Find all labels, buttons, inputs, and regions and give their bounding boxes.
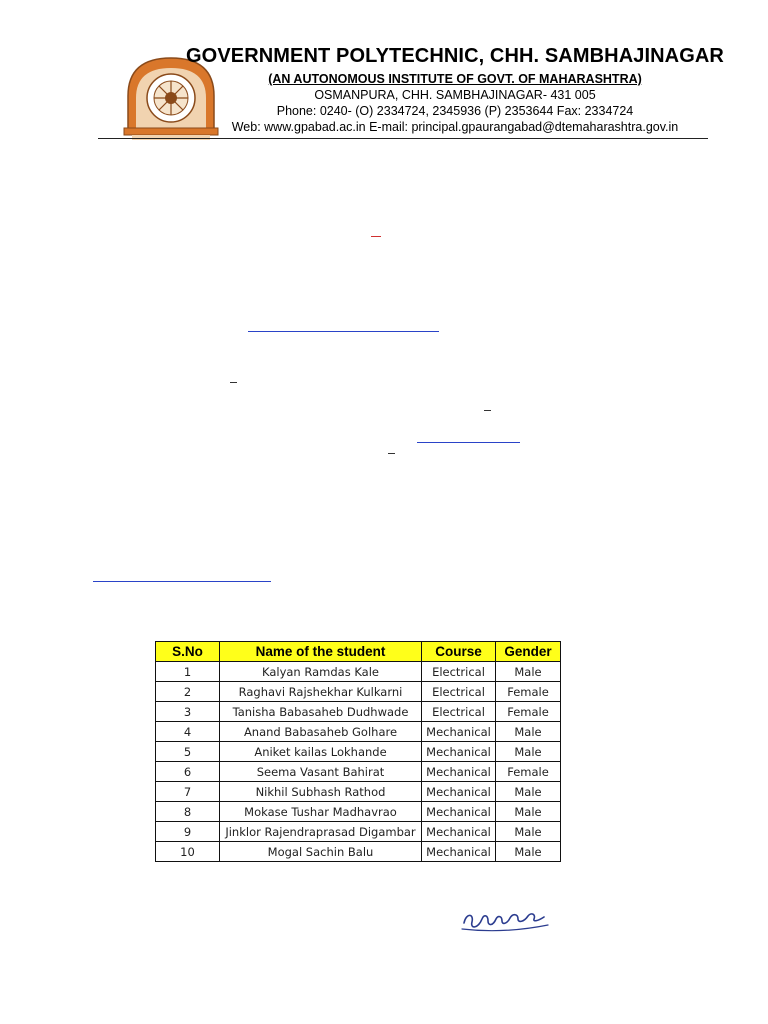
course-cell: Mechanical (422, 722, 496, 742)
link-underline[interactable] (417, 442, 520, 443)
sno-cell: 2 (156, 682, 220, 702)
sno-cell: 8 (156, 802, 220, 822)
sno-cell: 1 (156, 662, 220, 682)
table-row (156, 722, 561, 742)
autonomous-subtitle: (AN AUTONOMOUS INSTITUTE OF GOVT. OF MAHARASHTRA) (268, 72, 642, 86)
course-cell: Mechanical (422, 842, 496, 862)
student-name-cell: Jinklor Rajendraprasad Digambar (220, 822, 422, 842)
gender-cell: Male (496, 782, 561, 802)
link-underline[interactable] (248, 331, 439, 332)
signature-icon (458, 905, 554, 935)
gender-cell: Male (496, 722, 561, 742)
student-name-cell: Kalyan Ramdas Kale (220, 662, 422, 682)
gender-cell: Male (496, 802, 561, 822)
table-row (156, 762, 561, 782)
course-cell: Mechanical (422, 742, 496, 762)
course-cell: Mechanical (422, 802, 496, 822)
sno-cell: 7 (156, 782, 220, 802)
table-row (156, 842, 561, 862)
course-cell: Electrical (422, 682, 496, 702)
gender-cell: Male (496, 662, 561, 682)
gender-cell: Male (496, 822, 561, 842)
student-name-cell: Aniket kailas Lokhande (220, 742, 422, 762)
underline-mark (484, 410, 491, 411)
underline-mark (230, 382, 237, 383)
table-header-row (156, 642, 561, 662)
table-row (156, 802, 561, 822)
student-name-cell: Anand Babasaheb Golhare (220, 722, 422, 742)
table-row (156, 782, 561, 802)
student-name-cell: Seema Vasant Bahirat (220, 762, 422, 782)
student-name-cell: Mogal Sachin Balu (220, 842, 422, 862)
course-cell: Electrical (422, 662, 496, 682)
address-line: OSMANPURA, CHH. SAMBHAJINAGAR- 431 005 (314, 88, 596, 102)
sno-cell: 9 (156, 822, 220, 842)
table-row (156, 822, 561, 842)
gender-cell: Female (496, 682, 561, 702)
sno-cell: 6 (156, 762, 220, 782)
sno-cell: 10 (156, 842, 220, 862)
table-row (156, 682, 561, 702)
sno-cell: 4 (156, 722, 220, 742)
course-cell: Mechanical (422, 762, 496, 782)
underline-mark (371, 236, 381, 237)
gender-cell: Female (496, 702, 561, 722)
student-name-cell: Mokase Tushar Madhavrao (220, 802, 422, 822)
course-cell: Electrical (422, 702, 496, 722)
web-email-line[interactable]: Web: www.gpabad.ac.in E-mail: principal.gpaurangabad@dtemaharashtra.gov.in (231, 120, 679, 134)
column-header: Name of the student (220, 642, 422, 662)
student-name-cell: Nikhil Subhash Rathod (220, 782, 422, 802)
sno-cell: 5 (156, 742, 220, 762)
link-underline[interactable] (93, 581, 271, 582)
header-divider (98, 138, 708, 139)
phone-line: Phone: 0240- (O) 2334724, 2345936 (P) 2353644 Fax: 2334724 (276, 104, 634, 118)
gender-cell: Male (496, 742, 561, 762)
column-header: Course (422, 642, 496, 662)
column-header: Gender (496, 642, 561, 662)
institute-name: GOVERNMENT POLYTECHNIC, CHH. SAMBHAJINAGAR (186, 45, 724, 67)
student-name-cell: Raghavi Rajshekhar Kulkarni (220, 682, 422, 702)
gender-cell: Female (496, 762, 561, 782)
student-name-cell: Tanisha Babasaheb Dudhwade (220, 702, 422, 722)
course-cell: Mechanical (422, 782, 496, 802)
table-row (156, 662, 561, 682)
underline-mark (388, 453, 395, 454)
course-cell: Mechanical (422, 822, 496, 842)
sno-cell: 3 (156, 702, 220, 722)
gender-cell: Male (496, 842, 561, 862)
table-row (156, 742, 561, 762)
student-table (155, 641, 561, 862)
column-header: S.No (156, 642, 220, 662)
table-row (156, 702, 561, 722)
